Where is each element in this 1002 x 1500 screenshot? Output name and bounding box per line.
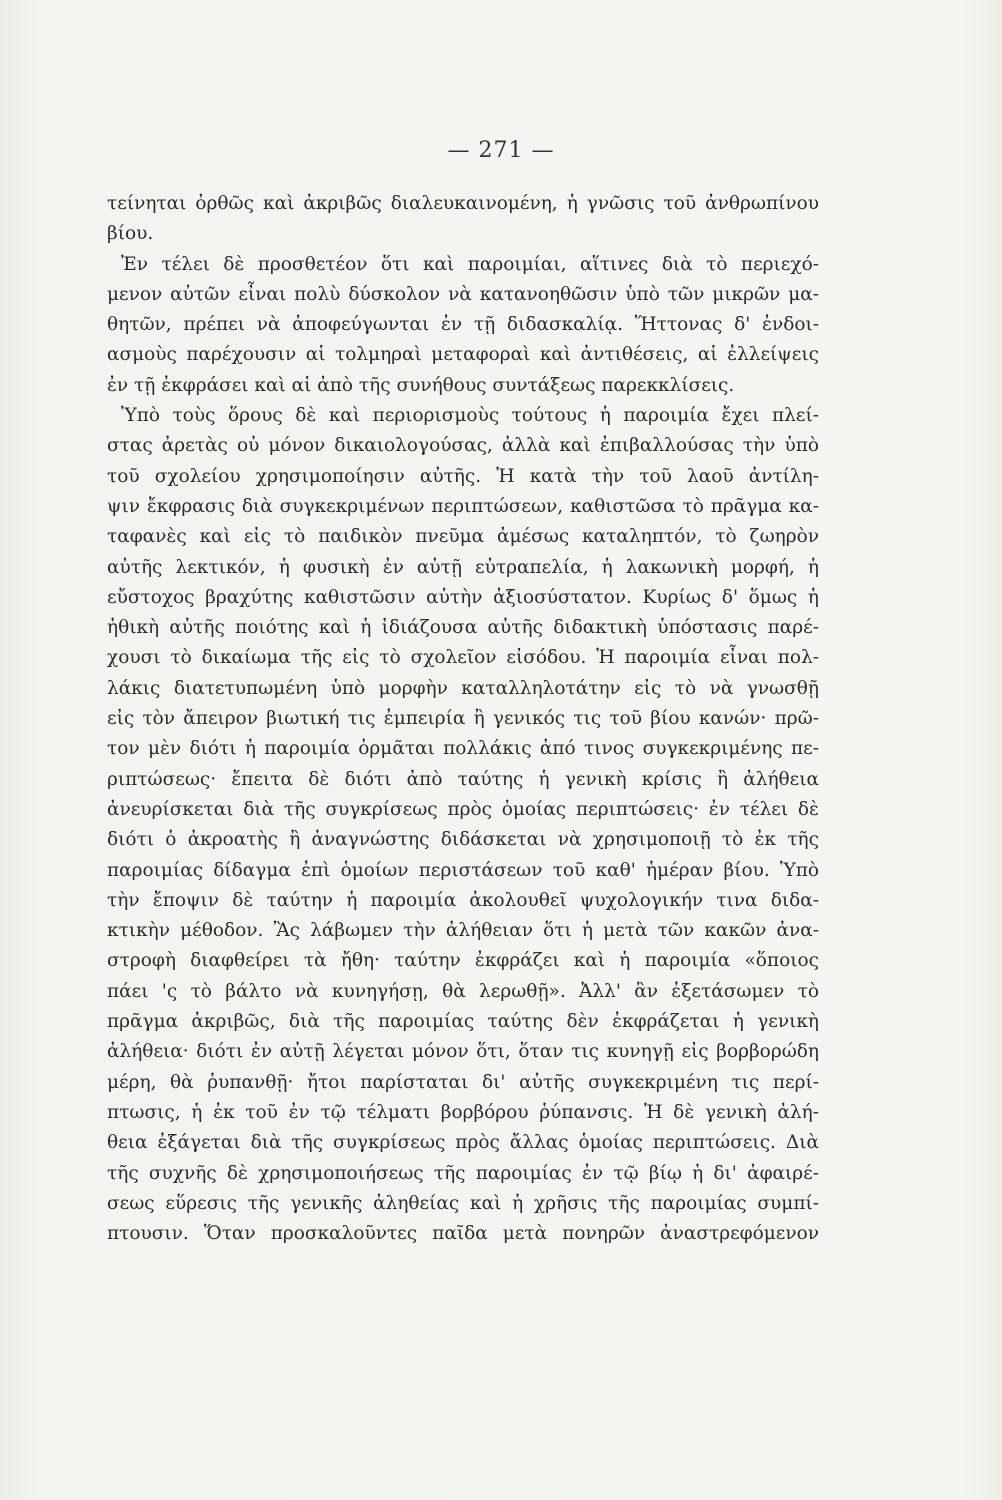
text-line: βίου. bbox=[107, 223, 154, 245]
text-line: πάει 'ς τὸ βάλτο νὰ κυνηγήσῃ, θὰ λερωθῇ». Ἀλλ' ἂν ἐξετάσωμεν τὸ bbox=[107, 980, 819, 1002]
text-line: εὔστοχος βραχύτης καθιστῶσιν αὐτὴν ἀξιοσύστατον. Κυρίως δ' ὅμως ἡ bbox=[107, 586, 819, 608]
text-line: ταφανὲς καὶ εἰς τὸ παιδικὸν πνεῦμα ἀμέσως καταληπτόν, τὸ ζωηρὸν bbox=[107, 526, 819, 548]
page-number: — 271 — bbox=[447, 138, 555, 163]
text-line: τείνηται ὀρθῶς καὶ ἀκριβῶς διαλευκαινομένη, ἡ γνῶσις τοῦ ἀνθρωπίνου bbox=[107, 193, 819, 214]
text-line: μενον αὐτῶν εἶναι πολὺ δύσκολον νὰ κατανοηθῶσιν ὑπὸ τῶν μικρῶν μα- bbox=[107, 283, 819, 305]
text-line: πτουσιν. Ὅταν προσκαλοῦντες παῖδα μετὰ πονηρῶν ἀναστρεφόμενον bbox=[107, 1223, 819, 1245]
text-line: τῆς συχνῆς δὲ χρησιμοποιήσεως τῆς παροιμίας ἐν τῷ βίῳ ἡ δι' ἀφαιρέ- bbox=[107, 1162, 819, 1184]
text-line: εἰς τὸν ἄπειρον βιωτική τις ἐμπειρία ἢ γενικός τις τοῦ βίου κανών· πρῶ- bbox=[107, 708, 819, 730]
text-line: σεως εὕρεσις τῆς γενικῆς ἀληθείας καὶ ἡ χρῆσις τῆς παροιμίας συμπί- bbox=[107, 1192, 819, 1214]
text-line: ψιν ἔκφρασις διὰ συγκεκριμένων περιπτώσεων, καθιστῶσα τὸ πρᾶγμα κα- bbox=[107, 495, 819, 517]
text-line: θεια ἐξάγεται διὰ τῆς συγκρίσεως πρὸς ἄλλας ὁμοίας περιπτώσεις. Διὰ bbox=[107, 1132, 819, 1154]
text-line: αὐτῆς λεκτικόν, ἡ φυσικὴ ἐν αὐτῇ εὐτραπελία, ἡ λακωνικὴ μορφή, ἡ bbox=[107, 556, 819, 578]
text-line: ἐν τῇ ἐκφράσει καὶ αἱ ἀπὸ τῆς συνήθους συντάξεως παρεκκλίσεις. bbox=[107, 374, 735, 396]
text-line: στροφὴ διαφθείρει τὰ ἤθη· ταύτην ἐκφράζει καὶ ἡ παροιμία «ὅποιος bbox=[107, 950, 819, 972]
text-line: ἠθικὴ αὐτῆς ποιότης καὶ ἡ ἰδιάζουσα αὐτῆς διδακτικὴ ὑπόστασις παρέ- bbox=[107, 617, 819, 639]
text-line: τὴν ἔποψιν δὲ ταύτην ἡ παροιμία ἀκολουθεῖ ψυχολογικήν τινα διδα- bbox=[107, 889, 819, 911]
body-text bbox=[107, 189, 819, 1249]
text-line: στας ἀρετὰς οὐ μόνον δικαιολογούσας, ἀλλὰ καὶ ἐπιβαλλούσας τὴν ὑπὸ bbox=[107, 435, 819, 457]
text-line: τον μὲν διότι ἡ παροιμία ὁρμᾶται πολλάκις ἀπό τινος συγκεκριμένης πε- bbox=[107, 738, 819, 760]
text-line: χουσι τὸ δικαίωμα τῆς εἰς τὸ σχολεῖον εἰσόδου. Ἡ παροιμία εἶναι πολ- bbox=[107, 647, 819, 669]
text-line: λάκις διατετυπωμένη ὑπὸ μορφὴν καταλληλοτάτην εἰς τὸ νὰ γνωσθῇ bbox=[107, 677, 819, 699]
text-line: Ὑπὸ τοὺς ὅρους δὲ καὶ περιορισμοὺς τούτους ἡ παροιμία ἔχει πλεί- bbox=[121, 405, 819, 427]
text-line: διότι ὁ ἀκροατὴς ἢ ἀναγνώστης διδάσκεται νὰ χρησιμοποιῇ τὸ ἐκ τῆς bbox=[107, 829, 819, 851]
text-line: παροιμίας δίδαγμα ἐπὶ ὁμοίων περιστάσεων τοῦ καθ' ἡμέραν βίου. Ὑπὸ bbox=[107, 859, 819, 881]
text-line: ἀλήθεια· διότι ἐν αὐτῇ λέγεται μόνον ὅτι, ὅταν τις κυνηγῇ εἰς βορβορώδη bbox=[107, 1041, 819, 1063]
text-line: ἀνευρίσκεται διὰ τῆς συγκρίσεως πρὸς ὁμοίας περιπτώσεις· ἐν τέλει δὲ bbox=[107, 798, 819, 820]
text-line: πτωσις, ἡ ἐκ τοῦ ἐν τῷ τέλματι βορβόρου ῥύπανσις. Ἡ δὲ γενικὴ ἀλή- bbox=[107, 1101, 819, 1123]
text-line: μέρη, θὰ ῥυπανθῇ· ἤτοι παρίσταται δι' αὐτῆς συγκεκριμένη τις περί- bbox=[107, 1071, 819, 1093]
text-line: ριπτώσεως· ἔπειτα δὲ διότι ἀπὸ ταύτης ἡ γενικὴ κρίσις ἢ ἀλήθεια bbox=[107, 768, 819, 790]
text-line: κτικὴν μέθοδον. Ἂς λάβωμεν τὴν ἀλήθειαν ὅτι ἡ μετὰ τῶν κακῶν ἀνα- bbox=[107, 920, 819, 942]
text-line: τοῦ σχολείου χρησιμοποίησιν αὐτῆς. Ἡ κατὰ τὴν τοῦ λαοῦ ἀντίλη- bbox=[107, 465, 819, 487]
text-line: θητῶν, πρέπει νὰ ἀποφεύγωνται ἐν τῇ διδασκαλίᾳ. Ἥττονας δ' ἐνδοι- bbox=[107, 314, 819, 336]
text-line: ασμοὺς παρέχουσιν αἱ τολμηραὶ μεταφοραὶ καὶ ἀντιθέσεις, αἱ ἐλλείψεις bbox=[107, 344, 819, 366]
text-line: Ἐν τέλει δὲ προσθετέον ὅτι καὶ παροιμίαι, αἵτινες διὰ τὸ περιεχό- bbox=[121, 253, 819, 275]
text-line: πρᾶγμα ἀκριβῶς, διὰ τῆς παροιμίας ταύτης δὲν ἐκφράζεται ἡ γενικὴ bbox=[107, 1011, 819, 1033]
